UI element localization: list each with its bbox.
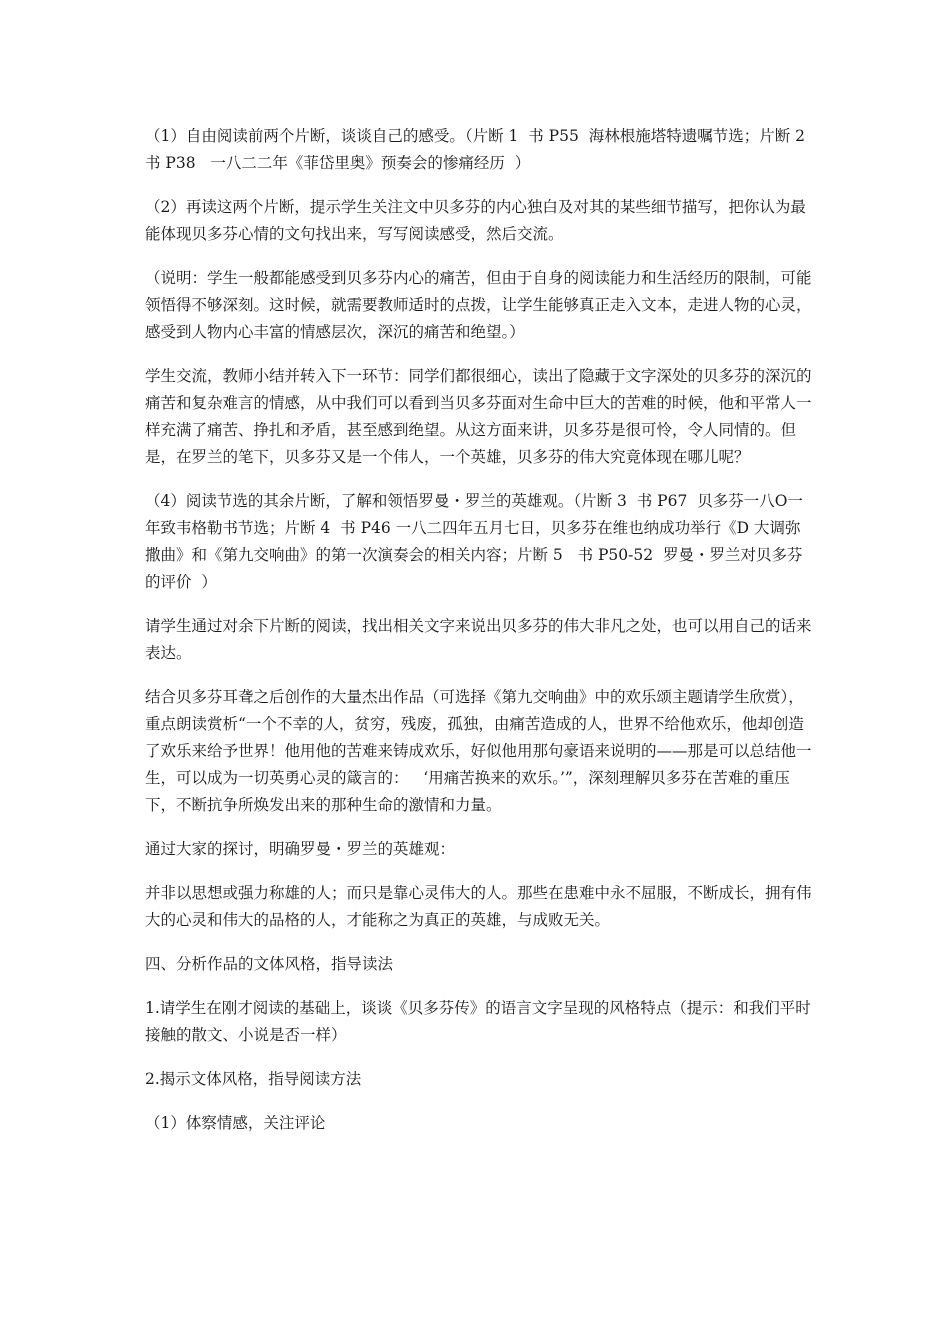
paragraph-student-reading: 请学生通过对余下片断的阅读，找出相关文字来说出贝多芬的伟大非凡之处，也可以用自己的话来表达。 <box>145 617 812 662</box>
paragraph-note: （说明：学生一般都能感受到贝多芬内心的痛苦，但由于自身的阅读能力和生活经历的限制，可能领悟得不够深刻。这时候，就需要教师适时的点拨，让学生能够真正走入文本，走进人物的心灵，感受到人物内心丰富的情感层次，深沉的痛苦和绝望。） <box>145 269 812 341</box>
paragraph-style-question: 1.请学生在刚才阅读的基础上，谈谈《贝多芬传》的语言文字呈现的风格特点（提示：和我们平时接触的散文、小说是否一样） <box>145 999 811 1044</box>
document-body <box>145 123 813 1154</box>
paragraph-hero-view-intro: 通过大家的探讨，明确罗曼・罗兰的英雄观： <box>145 840 456 858</box>
paragraph-reading-task-1: （1）自由阅读前两个片断，谈谈自己的感受。（片断 1 书 P55 海林根施塔特遗嘱节选；片断 2 书 P38 一八二二年《菲岱里奥》预奏会的惨痛经历 ） <box>145 127 815 172</box>
paragraph-ninth-symphony: 结合贝多芬耳聋之后创作的大量杰出作品（可选择《第九交响曲》中的欢乐颂主题请学生欣赏），重点朗读赏析“一个不幸的人，贫穷，残废，孤独，由痛苦造成的人，世界不给他欢乐，他却创造了欢乐来给予世界！他用他的苦难来铸成欢乐，好似他用那句豪语来说明的——那是可以总结他一生，可以成为一切英勇心灵的箴言的： ‘用痛苦换来的欢乐。’”，深刻理解贝多芬在苦难的重压下，不断抗争所焕发出来的那种生命的激情和力量。 <box>145 688 812 814</box>
section-heading-four: 四、分析作品的文体风格，指导读法 <box>145 955 394 973</box>
paragraph-reading-task-4: （4）阅读节选的其余片断，了解和领悟罗曼・罗兰的英雄观。（片断 3 书 P67 贝多芬一八O一年致韦格勒书节选；片断 4 书 P46 一八二四年五月七日，贝多芬在维也纳成功举行《D 大调弥撒曲》和《第九交响曲》的第一次演奏会的相关内容；片断 5 书 P50-52 罗曼・罗兰对贝多芬的评价 ） <box>145 492 803 591</box>
paragraph-style-method: 2.揭示文体风格，指导阅读方法 <box>145 1070 362 1088</box>
paragraph-teacher-summary: 学生交流，教师小结并转入下一环节：同学们都很细心，读出了隐藏于文字深处的贝多芬的深沉的痛苦和复杂难言的情感，从中我们可以看到当贝多芬面对生命中巨大的苦难的时候，他和平常人一样充满了痛苦、挣扎和矛盾，甚至感到绝望。从这方面来讲，贝多芬是很可怜，令人同情的。但是，在罗兰的笔下，贝多芬又是一个伟人，一个英雄，贝多芬的伟大究竟体现在哪儿呢？ <box>145 367 812 466</box>
paragraph-reading-task-2: （2）再读这两个片断，提示学生关注文中贝多芬的内心独白及对其的某些细节描写，把你认为最能体现贝多芬心情的文句找出来，写写阅读感受，然后交流。 <box>145 198 806 243</box>
paragraph-emotion-review: （1）体察情感，关注评论 <box>145 1114 326 1132</box>
paragraph-hero-view: 并非以思想或强力称雄的人；而只是靠心灵伟大的人。那些在患难中永不屈服，不断成长，拥有伟大的心灵和伟大的品格的人，才能称之为真正的英雄，与成败无关。 <box>145 884 812 929</box>
